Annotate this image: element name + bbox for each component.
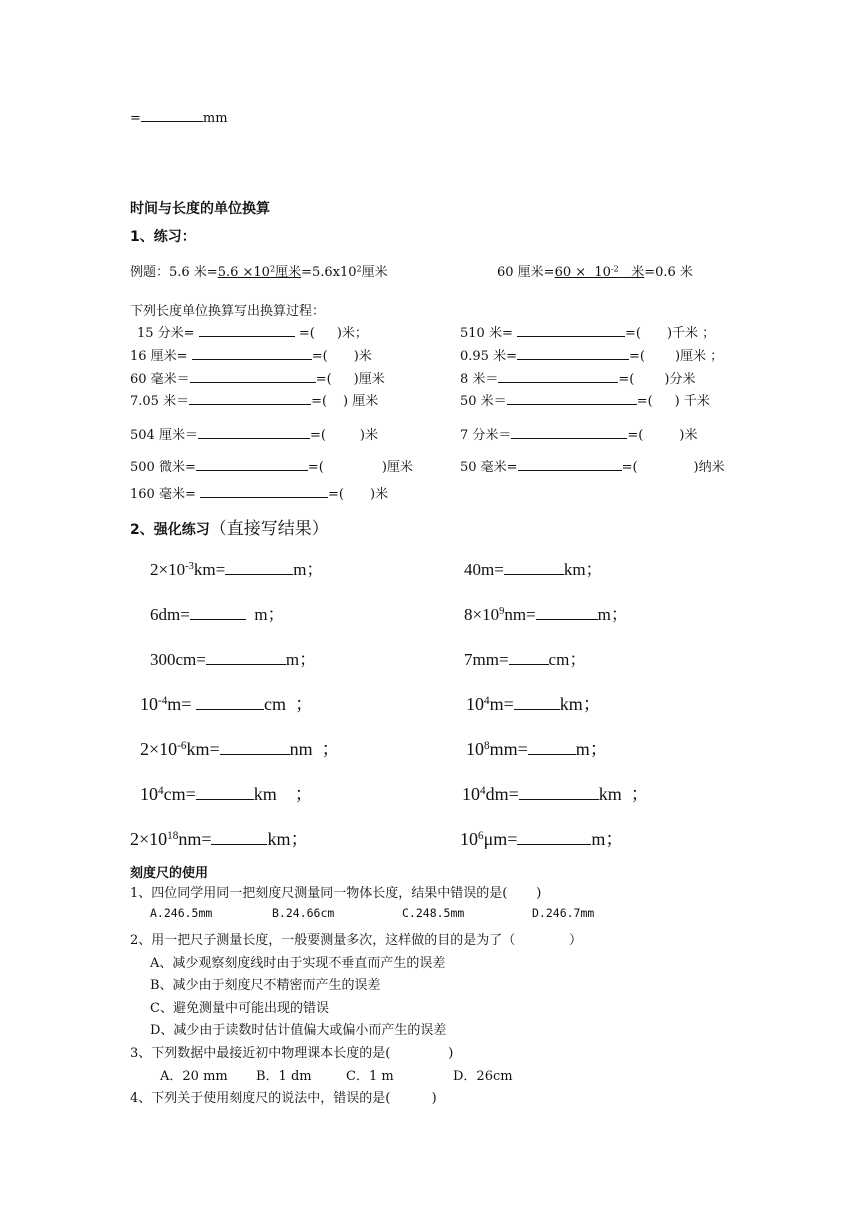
option-b: B、减少由于刻度尺不精密而产生的误差 [150,978,381,993]
exercise-right: 0.95 米= =( )厘米 ； [460,345,723,364]
exercise-left: 500 微米= =( )厘米 [130,456,413,475]
ruler-title: 刻度尺的使用 [130,866,209,881]
option-a: A.246.5mm [150,906,213,920]
exercise-left: 16 厘米= =( )米 [130,345,372,364]
exercise-left: 15 分米= =( )米； [137,322,368,341]
quick-left: 6dm= m； [150,600,285,625]
section-title: 时间与长度的单位换算 [130,201,270,217]
option-b: B．1 dm [256,1069,312,1084]
option-b: B.24.66cm [272,906,335,920]
option-d: D．26cm [453,1069,513,1084]
instruction: 下列长度单位换算写出换算过程： [130,304,326,319]
option-a: A、减少观察刻度线时由于实现不垂直而产生的误差 [150,956,446,971]
exercise-left: 60 毫米＝ =( )厘米 [130,368,385,387]
quick-right: $10^8mm= m$； [466,735,608,761]
quick-left: $2\times 10^{-6}km=$ nm ； [140,735,340,761]
option-d: D、减少由于读数时估计值偏大或偏小而产生的误差 [150,1023,447,1038]
exercise-right: 50 毫米= =( )纳米 [460,456,725,475]
option-c: C、避免测量中可能出现的错误 [150,1001,329,1016]
question-stem: 1、四位同学用同一把刻度尺测量同一物体长度，结果中错误的是( ) [130,886,542,901]
exercise-right: 7 分米＝ =( )米 [460,424,697,443]
option-d: D.246.7mm [532,906,595,920]
option-a: A．20 mm [160,1069,228,1084]
example-left: 例题：5.6 米$=5.6 \times 10^2$厘米$=5.6x10^2$厘米 [130,264,388,280]
practice1-heading: 1、练习： [130,229,196,245]
quick-left: $2\times 10^{18}nm=$ km； [130,825,308,851]
quick-left: $10^4cm=$ km ； [140,780,313,806]
question-stem: 4、下列关于使用刻度尺的说法中，错误的是( ) [130,1091,437,1106]
practice2-heading: 2、强化练习（直接写结果） [130,519,329,538]
exercise-right: 50 米＝ =( ) 千米 [460,390,710,409]
quick-right: 40m= km； [464,555,603,580]
top-fragment: = mm [130,108,228,126]
quick-left: $10^{-4}m=$ cm ； [140,690,313,716]
exercise-right: 510 米= =( )千米 ； [460,322,715,341]
quick-left: $2\times 10^{-3}km= m$； [150,555,323,580]
quick-left: 300cm= m； [150,645,316,670]
quick-right: $10^4dm=$ km ； [462,780,649,806]
quick-right: $10^6\mu m= m$； [460,825,623,851]
example-right: 60 厘米$=60 \times 10^{-2}$ 米=0.6 米 [497,264,693,280]
quick-right: $8\times 10^9nm= m$； [464,600,628,625]
exercise-left: 7.05 米＝ =( ) 厘米 [130,390,378,409]
quick-right: $10^4m=$ km； [466,690,601,716]
option-c: C.248.5mm [402,906,465,920]
option-c: C．1 m [346,1069,394,1084]
question-stem: 3、下列数据中最接近初中物理课本长度的是( ) [130,1046,454,1061]
exercise-left: 160 毫米= =( )米 [130,483,388,502]
question-stem: 2、用一把尺子测量长度，一般要测量多次，这样做的目的是为了（ ） [130,933,582,948]
quick-right: 7mm= cm； [464,645,586,670]
exercise-right: 8 米＝ =( )分米 [460,368,695,387]
exercise-left: 504 厘米＝ =( )米 [130,424,378,443]
